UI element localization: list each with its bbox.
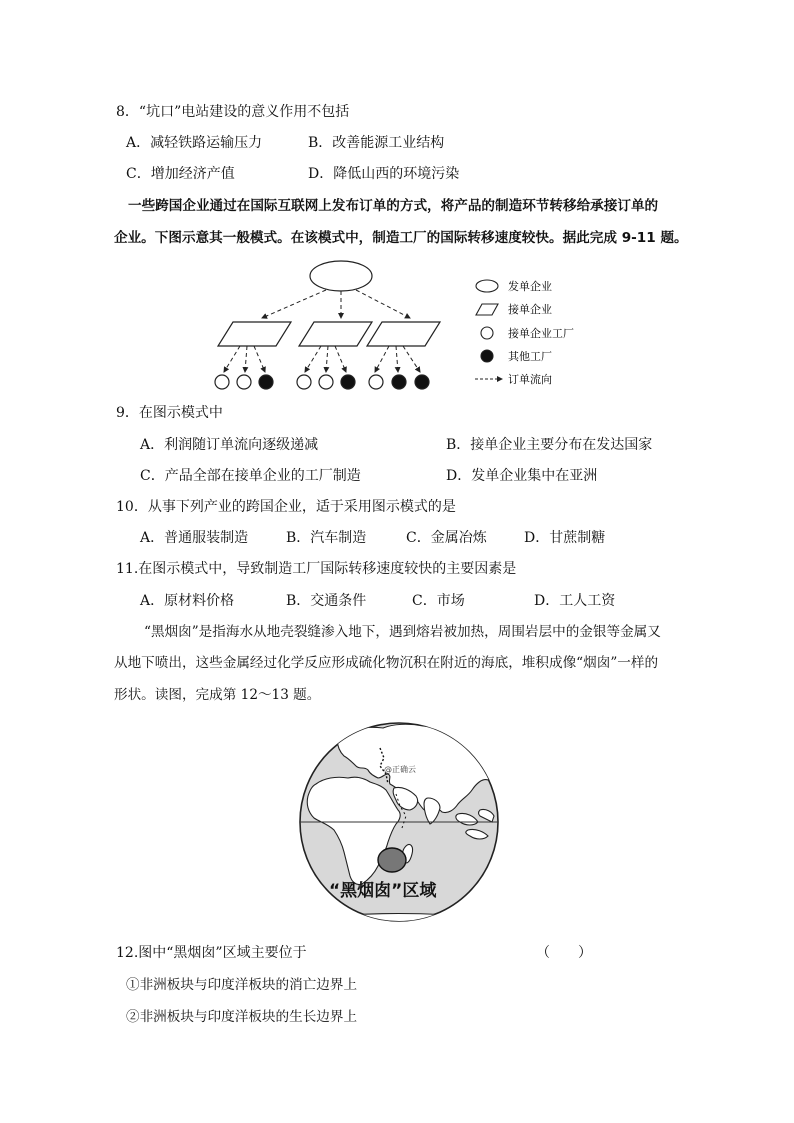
q10-stem: 10．从事下列产业的跨国企业，适于采用图示模式的是: [116, 499, 456, 515]
q8-stem: 8．“坑口”电站建设的意义作用不包括: [116, 104, 350, 120]
globe-watermark: @正确云: [384, 765, 416, 774]
passage2-line2: 从地下喷出，这些金属经过化学反应形成硫化物沉积在附近的海底，堆积成像“烟囱”一样的: [114, 655, 659, 671]
q11-option-c: C．市场: [412, 593, 465, 609]
receiver-shape-3: [367, 322, 440, 346]
q9-option-c: C．产品全部在接单企业的工厂制造: [140, 468, 361, 484]
legend-issuer: 发单企业: [508, 280, 552, 293]
globe-label: “黑烟囱”区域: [329, 881, 437, 901]
passage1-line1: 一些跨国企业通过在国际互联网上发布订单的方式，将产品的制造环节转移给承接订单的: [128, 198, 659, 214]
legend-receiver: 接单企业: [508, 303, 552, 316]
legend-flow: 订单流向: [508, 373, 552, 386]
q9-stem: 9．在图示模式中: [116, 405, 223, 421]
q8-option-b: B．改善能源工业结构: [308, 135, 445, 151]
q12-stem: 12.图中“黑烟囱”区域主要位于: [116, 945, 307, 961]
q11-option-d: D．工人工资: [534, 593, 616, 609]
q11-option-a: A．原材料价格: [140, 593, 235, 609]
q12-option-1: ①非洲板块与印度洋板块的消亡边界上: [126, 977, 358, 993]
passage1-line2: 企业。下图示意其一般模式。在该模式中，制造工厂的国际转移速度较快。据此完成 9-11 题。: [114, 230, 688, 246]
receiver-shape-2: [299, 322, 372, 346]
receiver-shape-1: [218, 322, 291, 346]
q8-option-a: A．减轻铁路运输压力: [126, 135, 263, 151]
legend-other-factory: 其他工厂: [508, 350, 552, 363]
q11-option-b: B．交通条件: [286, 593, 367, 609]
issuer-ellipse: [310, 261, 372, 291]
q9-option-b: B．接单企业主要分布在发达国家: [446, 437, 653, 453]
q10-option-a: A．普通服装制造: [140, 530, 249, 546]
q12-option-2: ②非洲板块与印度洋板块的生长边界上: [126, 1009, 358, 1025]
q10-option-d: D．甘蔗制糖: [524, 530, 606, 546]
q9-option-a: A．利润随订单流向逐级递减: [140, 437, 319, 453]
q10-option-b: B．汽车制造: [286, 530, 367, 546]
order-flow-diagram: [210, 256, 590, 396]
globe-figure: [298, 718, 502, 928]
q12-answer-paren: （ ）: [536, 945, 592, 961]
q8-option-c: C．增加经济产值: [126, 166, 235, 182]
q9-option-d: D．发单企业集中在亚洲: [446, 468, 598, 484]
q11-stem: 11.在图示模式中，导致制造工厂国际转移速度较快的主要因素是: [116, 561, 517, 577]
q10-option-c: C．金属冶炼: [406, 530, 487, 546]
q8-option-d: D．降低山西的环境污染: [308, 166, 460, 182]
black-smoker-marker: [378, 848, 406, 872]
legend-receiver-factory: 接单企业工厂: [508, 327, 574, 340]
passage2-line3: 形状。读图，完成第 12～13 题。: [114, 687, 321, 703]
passage2-line1: “黑烟囱”是指海水从地壳裂缝渗入地下，遇到熔岩被加热，周围岩层中的金银等金属又: [144, 624, 661, 640]
